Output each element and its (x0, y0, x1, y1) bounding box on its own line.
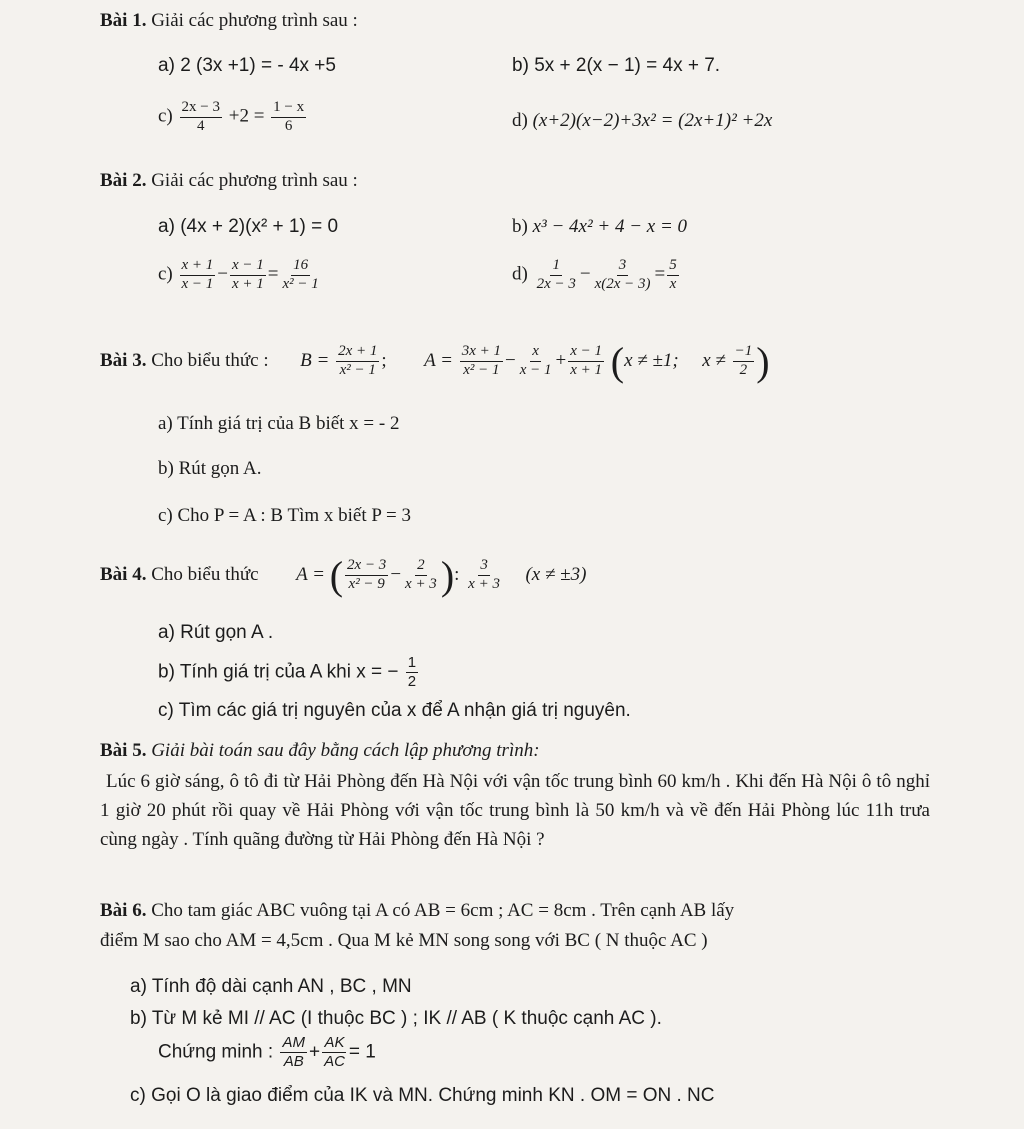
fraction (406, 655, 418, 690)
exercise-5-title: Bài 5. (100, 740, 147, 761)
numerator: 1 (407, 654, 417, 671)
exercise-2-heading (100, 170, 358, 192)
exercise-6b-prove: Chứng minh : $\frac{AM}{AB}$ + $\frac{AK}{AC}$ = 1 (158, 1034, 376, 1070)
fraction (667, 258, 679, 293)
exercise-2c: c) $\frac{x + 1}{x - 1}$ − $\frac{x - 1}{x + 1}$ = $\frac{16}{\text{x² − 1}}$ (158, 257, 319, 292)
expression-a-lhs: A = (296, 563, 325, 585)
denominator: x − 1 (519, 362, 552, 378)
fraction (518, 344, 554, 379)
exercise-1b-equation: 5x + 2(x − 1) = 4x + 7. (534, 55, 721, 76)
right-paren: ) (756, 339, 770, 384)
condition-2: x ≠ (702, 349, 726, 371)
denominator: x − 1 (181, 275, 214, 292)
numerator: 2x + 1 (336, 344, 379, 362)
exercise-4b (158, 655, 420, 690)
numerator: 5 (667, 258, 679, 276)
exercise-4-title: Bài 4. (100, 563, 147, 585)
exercise-4b-text: b) Tính giá trị của A khi x = − (158, 661, 399, 683)
right-paren: ) (440, 553, 455, 598)
expression-a-lhs: A = (424, 349, 453, 371)
exercise-2d-label: d) (512, 263, 528, 285)
division-sign: : (454, 563, 460, 585)
exercise-2a-label: a) (158, 216, 175, 237)
expression-b-lhs: B = (300, 349, 330, 371)
denominator: 4 (197, 117, 205, 134)
fraction (336, 344, 379, 379)
exercise-5-intro: Giải bài toán sau đây bằng cách lập phương trình: (151, 740, 540, 761)
numerator: 3 (478, 558, 490, 576)
denominator: 2x − 3 (536, 275, 576, 292)
fraction (733, 344, 755, 379)
operator: +2 = (228, 105, 265, 127)
fraction (403, 558, 439, 593)
numerator: x + 1 (180, 258, 216, 276)
numerator: −1 (733, 344, 755, 362)
exercise-6a: a) Tính độ dài cạnh AN , BC , MN (130, 976, 412, 997)
exercise-1d-equation: (x+2)(x−2)+3x² = (2x+1)² +2x (532, 110, 773, 131)
numerator: 1 − x (271, 100, 306, 118)
exercise-4a: a) Rút gọn A . (158, 622, 274, 643)
numerator: 2x − 3 (345, 558, 388, 576)
fraction (271, 100, 306, 135)
denominator: x(2x − 3) (594, 275, 651, 292)
denominator: 2 (739, 362, 748, 378)
exercise-3a: a) Tính giá trị của B biết x = - 2 (158, 413, 400, 434)
fraction (230, 258, 266, 293)
numerator: AK (324, 1034, 345, 1051)
exercise-3-intro: Cho biểu thức : (151, 349, 269, 371)
numerator: 1 (550, 258, 562, 276)
exercise-2d: d) $\frac{1}{2x - 3}$ − $\frac{3}{x(2x - 3)}$ = $\frac{5}{x}$ (512, 257, 677, 292)
numerator: 16 (291, 258, 310, 276)
exercise-2b (512, 216, 687, 238)
exercise-2-intro: Giải các phương trình sau : (151, 170, 358, 191)
left-paren: ( (610, 339, 625, 384)
numerator: x (530, 344, 541, 362)
denominator: x (669, 275, 677, 292)
condition-1: x ≠ ±1; (624, 349, 679, 371)
denominator: x² − 1 (339, 362, 376, 378)
denominator: x + 3 (405, 576, 437, 592)
exercise-6b: b) Từ M kẻ MI // AC (I thuộc BC ) ; IK // AB ( K thuộc cạnh AC ). (130, 1008, 662, 1029)
exercise-1a-equation: 2 (3x +1) = - 4x +5 (180, 55, 336, 76)
fraction (535, 258, 578, 293)
numerator: AM (282, 1034, 305, 1051)
exercise-6-line-2: điểm M sao cho AM = 4,5cm . Qua M kẻ MN song song với BC ( N thuộc AC ) (100, 930, 708, 951)
exercise-1-heading (100, 10, 358, 32)
fraction (460, 344, 503, 379)
numerator: 2 (415, 558, 427, 576)
exercise-6-line-1-text: Cho tam giác ABC vuông tại A có AB = 6cm ; AC = 8cm . Trên cạnh AB lấy (151, 900, 735, 921)
denominator: x + 1 (232, 275, 264, 292)
exercise-2a (158, 216, 338, 238)
fraction (466, 558, 502, 593)
exercise-1d (512, 110, 772, 132)
exercise-1b (512, 55, 720, 77)
exercise-5-heading (100, 740, 540, 762)
denominator: 6 (284, 117, 293, 134)
numerator: x − 1 (230, 258, 266, 276)
fraction (322, 1035, 347, 1070)
equals-one: = 1 (348, 1041, 376, 1063)
fraction (280, 1035, 307, 1070)
separator: ; (381, 349, 387, 371)
exercise-2b-label: b) (512, 216, 528, 237)
exercise-1b-label: b) (512, 55, 529, 76)
fraction (593, 258, 653, 293)
exercise-2b-equation: x³ − 4x² + 4 − x = 0 (532, 216, 688, 237)
denominator: x² − 9 (348, 576, 385, 592)
numerator: 3x + 1 (460, 344, 503, 362)
fraction (180, 100, 222, 135)
numerator: 2x − 3 (180, 100, 222, 118)
exercise-4-intro: Cho biểu thức (151, 563, 259, 585)
exercise-1a (158, 55, 336, 77)
fraction (568, 344, 604, 379)
denominator: x² − 1 (463, 362, 500, 378)
exercise-5-body: Lúc 6 giờ sáng, ô tô đi từ Hải Phòng đến Hà Nội với vận tốc trung bình 60 km/h . Khi đến Hà Nội ô tô nghỉ 1 giờ 20 phút rồi quay về Hải Phòng với vận tốc trung bình là 50 km/h và về đến Hải Phòng lúc 11h trưa cùng ngày . Tính quãng đường từ Hải Phòng đến Hà Nội ? (100, 771, 930, 850)
denominator: 2 (407, 672, 417, 690)
exercise-1d-label: d) (512, 110, 528, 131)
exercise-2a-equation: (4x + 2)(x² + 1) = 0 (180, 216, 339, 237)
exercise-6c: c) Gọi O là giao điểm của IK và MN. Chứng minh KN . OM = ON . NC (130, 1085, 715, 1106)
exercise-3-heading: Bài 3. Cho biểu thức : B = $\frac{2x + 1}{\text{x² − 1}}$ ; A = $\frac{3x + 1}{\text{x² − 1}}$ − $\frac{x}{x - 1}$ + $\frac{x - 1}{x + 1}$ (x ≠ ±1; x ≠ $\frac{-1}{2}$ ) (100, 339, 770, 384)
fraction (180, 258, 216, 293)
exercise-1c (158, 100, 308, 135)
exercise-6-line-1 (100, 900, 734, 922)
condition: (x ≠ ±3) (525, 563, 587, 585)
numerator: 3 (617, 258, 629, 276)
exercise-3c: c) Cho P = A : B Tìm x biết P = 3 (158, 505, 411, 526)
exercise-1-title: Bài 1. (100, 10, 147, 31)
denominator: x² − 1 (282, 275, 319, 292)
exercise-4-heading: Bài 4. Cho biểu thức A = ( $\frac{2x - 3}{\text{x² − 9}}$ − $\frac{2}{x + 3}$ ): $\frac{3}{x + 3}$ (x ≠ ±3) (100, 553, 587, 598)
fraction (281, 258, 321, 293)
exercise-1-intro: Giải các phương trình sau : (151, 10, 358, 31)
numerator: x − 1 (568, 344, 604, 362)
exercise-4c: c) Tìm các giá trị nguyên của x để A nhận giá trị nguyên. (158, 700, 631, 721)
exercise-1a-label: a) (158, 55, 175, 76)
exercise-2-title: Bài 2. (100, 170, 147, 191)
prove-label: Chứng minh : (158, 1041, 274, 1063)
exercise-3-title: Bài 3. (100, 349, 147, 371)
denominator: AB (283, 1052, 304, 1070)
fraction (345, 558, 388, 593)
denominator: x + 3 (468, 576, 500, 592)
denominator: AC (324, 1052, 345, 1070)
exercise-6-title: Bài 6. (100, 900, 147, 921)
denominator: x + 1 (570, 362, 603, 378)
exercise-3b: b) Rút gọn A. (158, 458, 262, 479)
left-paren: ( (329, 553, 344, 598)
exercise-2c-label: c) (158, 263, 173, 285)
exercise-1c-label: c) (158, 105, 173, 127)
